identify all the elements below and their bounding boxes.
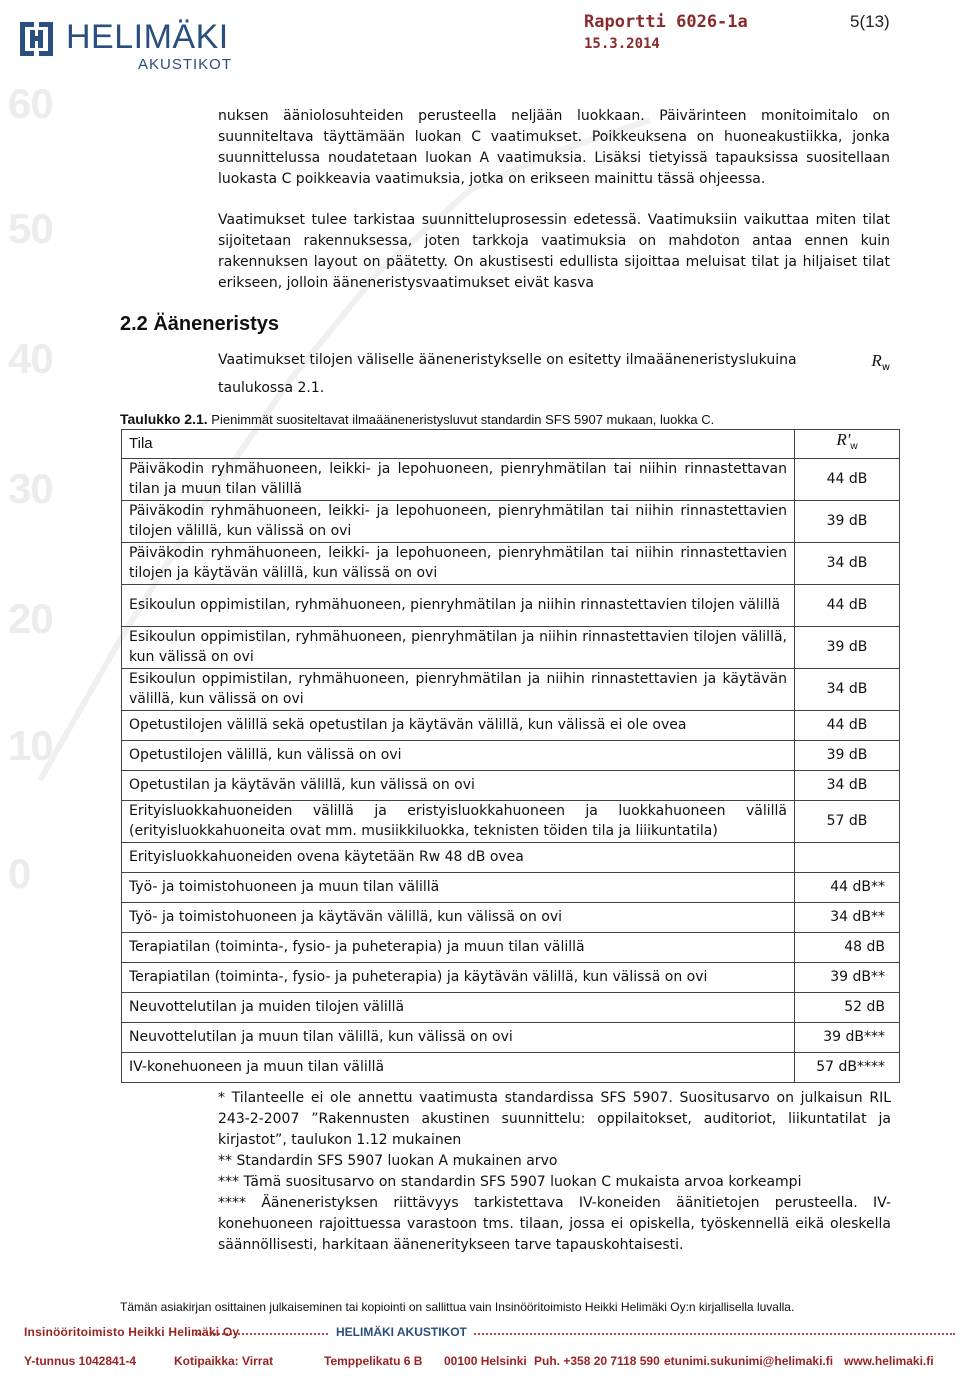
table-row: [122, 626, 900, 668]
table-cell-rw: 44 dB: [795, 710, 900, 740]
table-row: [122, 542, 900, 584]
table-cell-tila: Esikoulun oppimistilan, ryhmähuoneen, pienryhmätilan ja niihin rinnastettavien ja käytävän välillä, kun välissä on ovi: [122, 668, 795, 710]
copyright-notice: Tämän asiakirjan osittainen julkaiseminen tai kopiointi on sallittua vain Insinööritoimisto Heikki Helimäki Oy:n kirjallisella luvalla.: [120, 1300, 795, 1314]
table-cell-rw: 34 dB: [795, 668, 900, 710]
table-cell-tila: IV-konehuoneen ja muun tilan välillä: [122, 1052, 795, 1082]
logo-text: HELIMÄKI: [66, 18, 229, 56]
table-row: [122, 992, 900, 1022]
table-cell-rw: 44 dB: [795, 584, 900, 626]
table-row: [122, 668, 900, 710]
table-row: [122, 902, 900, 932]
table-cell-tila: Opetustilan ja käytävän välillä, kun välissä on ovi: [122, 770, 795, 800]
note-item: * Tilanteelle ei ole annettu vaatimusta standardissa SFS 5907. Suositusarvo on julkaisun RIL 243-2-2007 ”Rakennusten akustinen suunnittelu: oppilaitokset, auditoriot, liikuntatilat ja kirjastot”, taulukon 1.12 mukainen: [218, 1090, 891, 1148]
caption-label: Taulukko 2.1.: [120, 411, 208, 427]
paragraph-sound-insulation: [218, 350, 890, 399]
footer-contact-item[interactable]: www.helimaki.fi: [844, 1354, 934, 1368]
table-cell-tila: Neuvottelutilan ja muiden tilojen välillä: [122, 992, 795, 1022]
insulation-table: [121, 429, 900, 1083]
table-row: [122, 932, 900, 962]
report-date: 15.3.2014: [584, 36, 660, 52]
note-item: **** Ääneneristyksen riittävyys tarkistettava IV-koneiden äänitietojen perusteella. IV-konehuoneen rajoittuessa varastoon tms. tilaan, jossa ei opiskella, työskennellä eikä oleskella säännöllisesti, harkitaan ääneneritykseen tarve tapauskohtaisesti.: [218, 1195, 891, 1253]
footer-contact-item: 00100 Helsinki: [444, 1354, 527, 1368]
table-cell-tila: Työ- ja toimistohuoneen ja muun tilan välillä: [122, 872, 795, 902]
table-cell-rw: 34 dB: [795, 542, 900, 584]
table-cell-rw: 39 dB: [795, 740, 900, 770]
footer-contact-item: Kotipaikka: Virrat: [174, 1354, 274, 1368]
column-header-rw: $R'_w$: [795, 430, 900, 459]
table-cell-tila: Esikoulun oppimistilan, ryhmähuoneen, pienryhmätilan ja niihin rinnastettavien tilojen välillä: [122, 584, 795, 626]
logo-subtext: AKUSTIKOT: [138, 56, 233, 73]
paragraph-intro: nuksen ääniolosuhteiden perusteella neljään luokkaan. Päivärinteen monitoimitalo on suunniteltava täyttämään luokan C vaatimukset. Poikkeuksena on huoneakustiikka, jonka suunnittelussa noudatetaan luokan A vaatimuksia. Lisäksi tietyissä tapauksissa suositellaan luokasta C poikkeavia vaatimuksia, jotka on erikseen mainittu tässä ohjeessa.: [218, 108, 890, 187]
table-cell-rw: 44 dB**: [795, 872, 900, 902]
table-cell-rw: 52 dB: [795, 992, 900, 1022]
table-cell-rw: 57 dB: [795, 800, 900, 842]
table-row: [122, 1052, 900, 1082]
caption-text: Pienimmät suositeltavat ilmaääneneristysluvut standardin SFS 5907 mukaan, luokka C.: [211, 412, 715, 427]
footer-contact-item[interactable]: etunimi.sukunimi@helimaki.fi: [664, 1354, 834, 1368]
table-cell-tila: Opetustilojen välillä, kun välissä on ovi: [122, 740, 795, 770]
table-cell-tila: Päiväkodin ryhmähuoneen, leikki- ja lepohuoneen, pienryhmätilan tai niihin rinnastettavien tilojen ja käytävän välillä, kun välissä on ovi: [122, 542, 795, 584]
table-row: [122, 962, 900, 992]
table-cell-tila: Päiväkodin ryhmähuoneen, leikki- ja lepohuoneen, pienryhmätilan tai niihin rinnastettavien tilojen välillä, kun välissä on ovi: [122, 500, 795, 542]
section-heading: 2.2 Ääneneristys: [120, 313, 279, 335]
table-notes: [218, 1088, 891, 1256]
footer-contact-item: Y-tunnus 1042841-4: [24, 1354, 137, 1368]
background-axis-number: 0: [8, 850, 31, 897]
footer-contact-item: Puh. +358 20 7118 590: [534, 1354, 660, 1368]
table-cell-rw: 34 dB: [795, 770, 900, 800]
table-cell-tila: Terapiatilan (toiminta-, fysio- ja puheterapia) ja käytävän välillä, kun välissä on ovi: [122, 962, 795, 992]
footer-contact-item: Temppelikatu 6 B: [324, 1354, 423, 1368]
table-cell-rw: 39 dB: [795, 626, 900, 668]
table-row: [122, 770, 900, 800]
paragraph-requirements: Vaatimukset tulee tarkistaa suunnitteluprosessin edetessä. Vaatimuksiin vaikuttaa miten tilat sijoitetaan rakennuksessa, joten tarkkoja vaatimuksia on mahdoton antaa ennen kuin rakennuksen layout on päätetty. On akustisesti edullista sijoittaa meluisat tilat ja hiljaiset tilat erikseen, jolloin ääneneristysvaatimukset eivät kasva: [218, 212, 890, 291]
table-cell-rw: 57 dB****: [795, 1052, 900, 1082]
table-row: [122, 710, 900, 740]
table-row: [122, 584, 900, 626]
table-caption: [120, 411, 714, 427]
column-header-tila: Tila: [122, 430, 795, 459]
footer-company: Insinööritoimisto Heikki Helimäki Oy: [24, 1325, 240, 1339]
table-row: [122, 740, 900, 770]
table-cell-tila: Erityisluokkahuoneiden ovena käytetään Rw 48 dB ovea: [122, 842, 795, 872]
table-cell-tila: Neuvottelutilan ja muun tilan välillä, kun välissä on ovi: [122, 1022, 795, 1052]
table-cell-tila: Päiväkodin ryhmähuoneen, leikki- ja lepohuoneen, pienryhmätilan tai niihin rinnastettavan tilan ja muun tilan välillä: [122, 458, 795, 500]
background-axis-number: 50: [8, 205, 53, 252]
table-cell-rw: [795, 842, 900, 872]
report-title: Raportti 6026-1a: [584, 12, 748, 32]
background-axis-number: 20: [8, 595, 53, 642]
note-item: ** Standardin SFS 5907 luokan A mukainen arvo: [218, 1153, 558, 1169]
table-row: [122, 842, 900, 872]
helimaki-logo: [18, 16, 233, 74]
background-axis-number: 30: [8, 465, 53, 512]
footer-brand: HELIMÄKI AKUSTIKOT: [330, 1325, 473, 1339]
table-cell-rw: 39 dB**: [795, 962, 900, 992]
table-row: [122, 458, 900, 500]
paragraph-text-line2: taulukossa 2.1.: [218, 379, 325, 396]
table-cell-rw: 48 dB: [795, 932, 900, 962]
table-row: [122, 872, 900, 902]
table-row: [122, 1022, 900, 1052]
logo-mark-icon: [18, 18, 58, 62]
background-axis-number: 60: [8, 80, 53, 127]
table-cell-tila: Terapiatilan (toiminta-, fysio- ja puheterapia) ja muun tilan välillä: [122, 932, 795, 962]
table-cell-tila: Opetustilojen välillä sekä opetustilan ja käytävän välillä, kun välissä ei ole ovea: [122, 710, 795, 740]
table-row: [122, 800, 900, 842]
page-number: 5(13): [850, 12, 890, 31]
table-cell-tila: Erityisluokkahuoneiden välillä ja eristyisluokkahuoneen ja luokkahuoneen välillä (erityisluokkahuoneita ovat mm. musiikkiluokka, teknisten töiden tila ja liiikuntatila): [122, 800, 795, 842]
paragraph-text: Vaatimukset tilojen väliselle ääneneristykselle on esitetty ilmaääneneristyslukuina: [218, 352, 797, 368]
table-cell-tila: Esikoulun oppimistilan, ryhmähuoneen, pienryhmätilan ja niihin rinnastettavien tilojen välillä, kun välissä on ovi: [122, 626, 795, 668]
background-axis-number: 10: [8, 722, 53, 769]
table-row: [122, 500, 900, 542]
note-item: *** Tämä suositusarvo on standardin SFS 5907 luokan C mukaista arvoa korkeampi: [218, 1174, 802, 1190]
table-cell-rw: 39 dB***: [795, 1022, 900, 1052]
background-axis-number: 40: [8, 335, 53, 382]
table-cell-rw: 39 dB: [795, 500, 900, 542]
footer-divider: [195, 1333, 955, 1335]
table-cell-rw: 34 dB**: [795, 902, 900, 932]
table-cell-rw: 44 dB: [795, 458, 900, 500]
table-cell-tila: Työ- ja toimistohuoneen ja käytävän välillä, kun välissä on ovi: [122, 902, 795, 932]
rw-symbol: $R_w$: [871, 351, 890, 373]
table-header-row: [122, 430, 900, 459]
